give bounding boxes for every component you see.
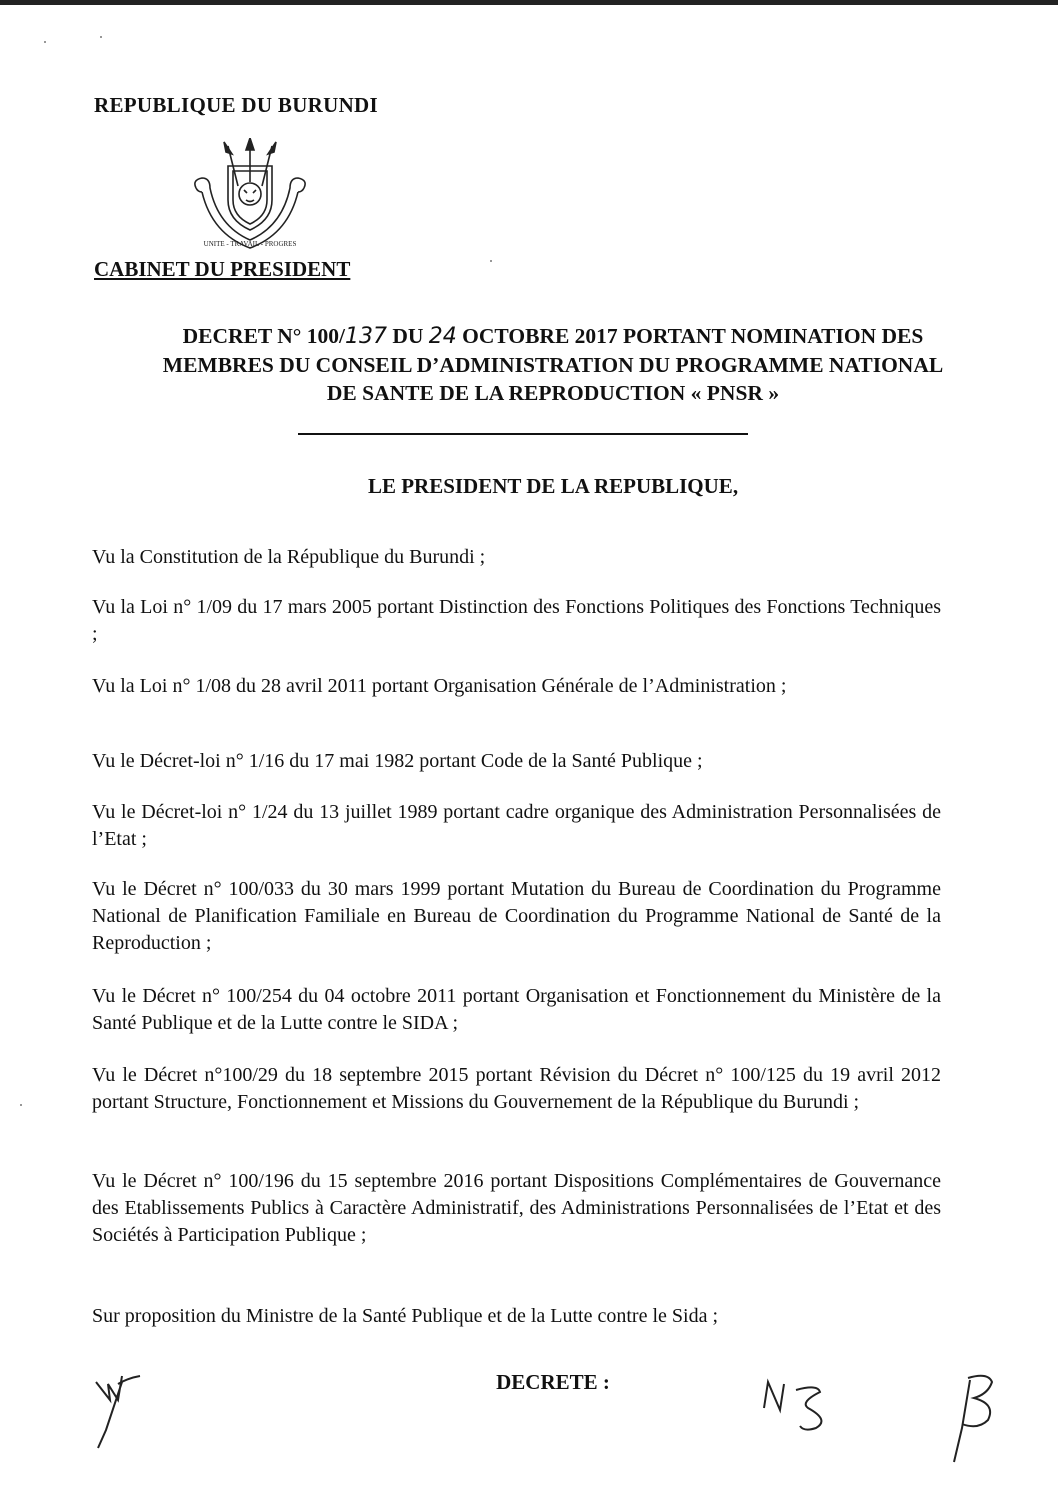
- decree-title-line-2: MEMBRES DU CONSEIL D’ADMINISTRATION DU PROGRAMME NATIONAL: [162, 353, 944, 377]
- consideration-paragraph: Vu le Décret n° 100/033 du 30 mars 1999 portant Mutation du Bureau de Coordination du Programme National de Planification Familiale en Bureau de Coordination du Programme National de Santé de la Reproduction ;: [92, 878, 941, 954]
- decree-title-line-3: DE SANTE DE LA REPRODUCTION « PNSR »: [326, 381, 780, 405]
- cabinet-heading: CABINET DU PRESIDENT: [94, 257, 351, 281]
- emblem-motto: UNITE - TRAVAIL - PROGRES: [203, 240, 297, 248]
- scan-speck: [44, 41, 46, 43]
- consideration-paragraph: Vu le Décret n°100/29 du 18 septembre 2015 portant Révision du Décret n° 100/125 du 19 avril 2012 portant Structure, Fonctionnement et Missions du Gouvernement de la République du Burundi ;: [92, 1064, 941, 1113]
- decree-title-line-1: DECRET N° 100/137 DU 24 OCTOBRE 2017 PORTANT NOMINATION DES: [182, 324, 924, 349]
- title-separator: [298, 433, 748, 435]
- consideration-paragraph: Vu la Loi n° 1/08 du 28 avril 2011 portant Organisation Générale de l’Administration ;: [92, 675, 787, 697]
- scan-speck: [100, 36, 102, 38]
- handwritten-initials-right: [948, 1368, 1018, 1468]
- consideration-paragraph: Vu la Loi n° 1/09 du 17 mars 2005 portant Distinction des Fonctions Politiques des Fonctions Techniques ;: [92, 596, 941, 645]
- scan-speck: [20, 1104, 22, 1106]
- handwritten-initials-left: [88, 1372, 148, 1452]
- page-top-edge: [0, 0, 1058, 5]
- handwritten-decree-number: 137: [344, 324, 387, 349]
- consideration-paragraph: Vu le Décret n° 100/196 du 15 septembre 2016 portant Dispositions Complémentaires de Gouvernance des Etablissements Publics à Caractère Administratif, des Administrations Personnalisées de l’Etat et des Sociétés à Participation Publique ;: [92, 1170, 941, 1246]
- consideration-paragraph: Vu la Constitution de la République du Burundi ;: [92, 546, 486, 568]
- scan-speck: [490, 260, 492, 262]
- consideration-paragraph: Vu le Décret-loi n° 1/16 du 17 mai 1982 portant Code de la Santé Publique ;: [92, 750, 703, 772]
- handwritten-initials-middle: [760, 1376, 860, 1436]
- decrete-heading: DECRETE :: [496, 1370, 610, 1394]
- consideration-paragraph: Sur proposition du Ministre de la Santé Publique et de la Lutte contre le Sida ;: [92, 1305, 718, 1327]
- decree-title: [94, 322, 1012, 407]
- president-heading: LE PRESIDENT DE LA REPUBLIQUE,: [367, 474, 739, 498]
- consideration-paragraph: Vu le Décret-loi n° 1/24 du 13 juillet 1989 portant cadre organique des Administration Personnalisées de l’Etat ;: [92, 801, 941, 850]
- consideration-paragraph: Vu le Décret n° 100/254 du 04 octobre 2011 portant Organisation et Fonctionnement du Ministère de la Santé Publique et de la Lutte contre le SIDA ;: [92, 985, 941, 1034]
- handwritten-decree-day: 24: [428, 324, 457, 349]
- coat-of-arms-emblem: [188, 138, 312, 253]
- republic-heading: REPUBLIQUE DU BURUNDI: [94, 93, 378, 117]
